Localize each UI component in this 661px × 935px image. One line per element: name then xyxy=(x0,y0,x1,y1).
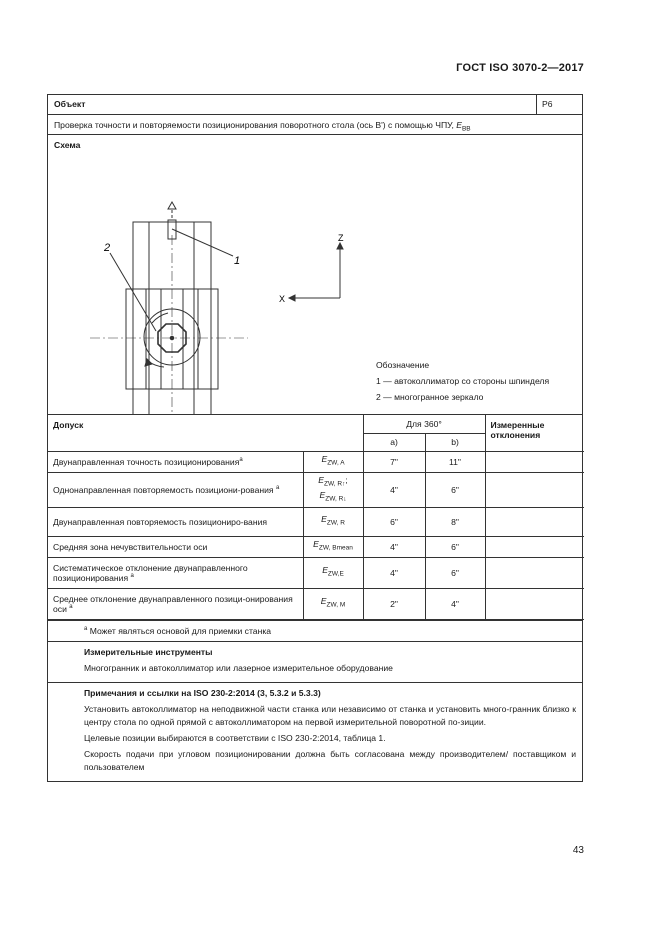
row-name: Систематическое отклонение двунаправленного позиционирования $^a$ xyxy=(48,557,303,588)
row-value-a: 4" xyxy=(363,536,425,557)
table-row xyxy=(48,557,584,588)
legend-item-1: 1 — автоколлиматор со стороны шпинделя xyxy=(376,376,550,386)
tolerance-section xyxy=(48,415,582,621)
object-row xyxy=(48,95,582,115)
callout-2: 2 xyxy=(104,242,111,254)
description-text: Проверка точности и повторяемости позиционирования поворотного стола (ось B') с помощью ЧПУ, $E_{BB}$ xyxy=(54,120,471,133)
table-row xyxy=(48,507,584,536)
row-symbol: $E_{ZW, M}$ xyxy=(303,588,363,619)
instruments-text: Многогранник и автоколлиматор или лазерное измерительное оборудование xyxy=(84,662,393,673)
measured-header: Измеренные отклонения xyxy=(485,415,584,451)
notes-title: Примечания и ссылки на ISO 230-2:2014 (3, 5.3.2 и 5.3.3) xyxy=(84,687,321,698)
callout-1: 1 xyxy=(234,255,241,267)
scheme-label: Схема xyxy=(54,140,81,150)
row-symbol: $E_{ZW, R}$ xyxy=(303,507,363,536)
table-row xyxy=(48,472,584,507)
notes-paragraph-1: Установить автоколлиматор на неподвижной части станка или независимо от станка и установить много-гранник близко к центру стола по одной прямой с автоколлиматором на первой измерительной поворотной по-зиции. xyxy=(84,703,576,727)
col-a-header: а) xyxy=(363,433,425,451)
row-value-a: 2" xyxy=(363,588,425,619)
page-number: 43 xyxy=(572,845,584,856)
row-measured xyxy=(485,472,584,507)
legend-title: Обозначение xyxy=(376,360,430,370)
row-name: Среднее отклонение двунаправленного позици-онирования оси $^a$ xyxy=(48,588,303,619)
row-value-a: 4" xyxy=(363,557,425,588)
object-code: P6 xyxy=(536,95,582,114)
row-value-b: 11" xyxy=(425,451,485,472)
legend-item-2: 2 — многогранное зеркало xyxy=(376,392,484,402)
row-value-b: 6" xyxy=(425,557,485,588)
row-measured xyxy=(485,536,584,557)
axis-z-label: Z xyxy=(338,233,344,243)
row-name: Средняя зона нечувствительности оси xyxy=(48,536,303,557)
row-value-a: 4" xyxy=(363,472,425,507)
row-symbol: $E_{ZW,E}$ xyxy=(303,557,363,588)
table-row xyxy=(48,588,584,619)
footnote-text: Может являться основой для приемки станка xyxy=(87,625,272,636)
footnote-mark: a xyxy=(84,625,88,632)
row-name: Однонаправленная повторяемость позициони-рования $^a$ xyxy=(48,472,303,507)
notes-section xyxy=(48,683,582,781)
table-row xyxy=(48,451,584,472)
scheme-legend xyxy=(376,357,549,405)
row-value-b: 6" xyxy=(425,472,485,507)
footnote xyxy=(48,621,582,642)
row-value-a: 6" xyxy=(363,507,425,536)
for360-header: Для 360° xyxy=(363,415,485,433)
row-value-a: 7" xyxy=(363,451,425,472)
document-header: ГОСТ ISO 3070-2—2017 xyxy=(456,62,584,74)
row-measured xyxy=(485,451,584,472)
row-measured xyxy=(485,507,584,536)
object-label: Объект xyxy=(54,99,86,109)
row-measured xyxy=(485,588,584,619)
row-name: Двунаправленная точность позиционирования$^a$ xyxy=(48,451,303,472)
table-row xyxy=(48,536,584,557)
row-symbol: $E_{ZW, Bmean}$ xyxy=(303,536,363,557)
row-measured xyxy=(485,557,584,588)
test-sheet xyxy=(47,94,583,782)
row-value-b: 4" xyxy=(425,588,485,619)
axis-x-label: X xyxy=(279,294,286,304)
notes-paragraph-3: Скорость подачи при угловом позиционировании должна быть согласована между производителем/ поставщиком и пользователем xyxy=(84,748,576,772)
tolerance-label: Допуск xyxy=(48,415,363,451)
notes-paragraph-2: Целевые позиции выбираются в соответствии с ISO 230-2:2014, таблица 1. xyxy=(84,732,386,743)
tolerance-table xyxy=(48,415,584,620)
row-symbol: $E_{ZW, A}$ xyxy=(303,451,363,472)
row-value-b: 8" xyxy=(425,507,485,536)
row-name: Двунаправленная повторяемость позициониро-вания xyxy=(48,507,303,536)
instruments-section xyxy=(48,642,582,683)
col-b-header: b) xyxy=(425,433,485,451)
scheme-section xyxy=(48,135,582,415)
row-symbol: $E_{ZW, R↑}$; $E_{ZW, R↓}$ xyxy=(303,472,363,507)
description-row xyxy=(48,115,582,135)
row-value-b: 6" xyxy=(425,536,485,557)
instruments-title: Измерительные инструменты xyxy=(84,646,213,657)
